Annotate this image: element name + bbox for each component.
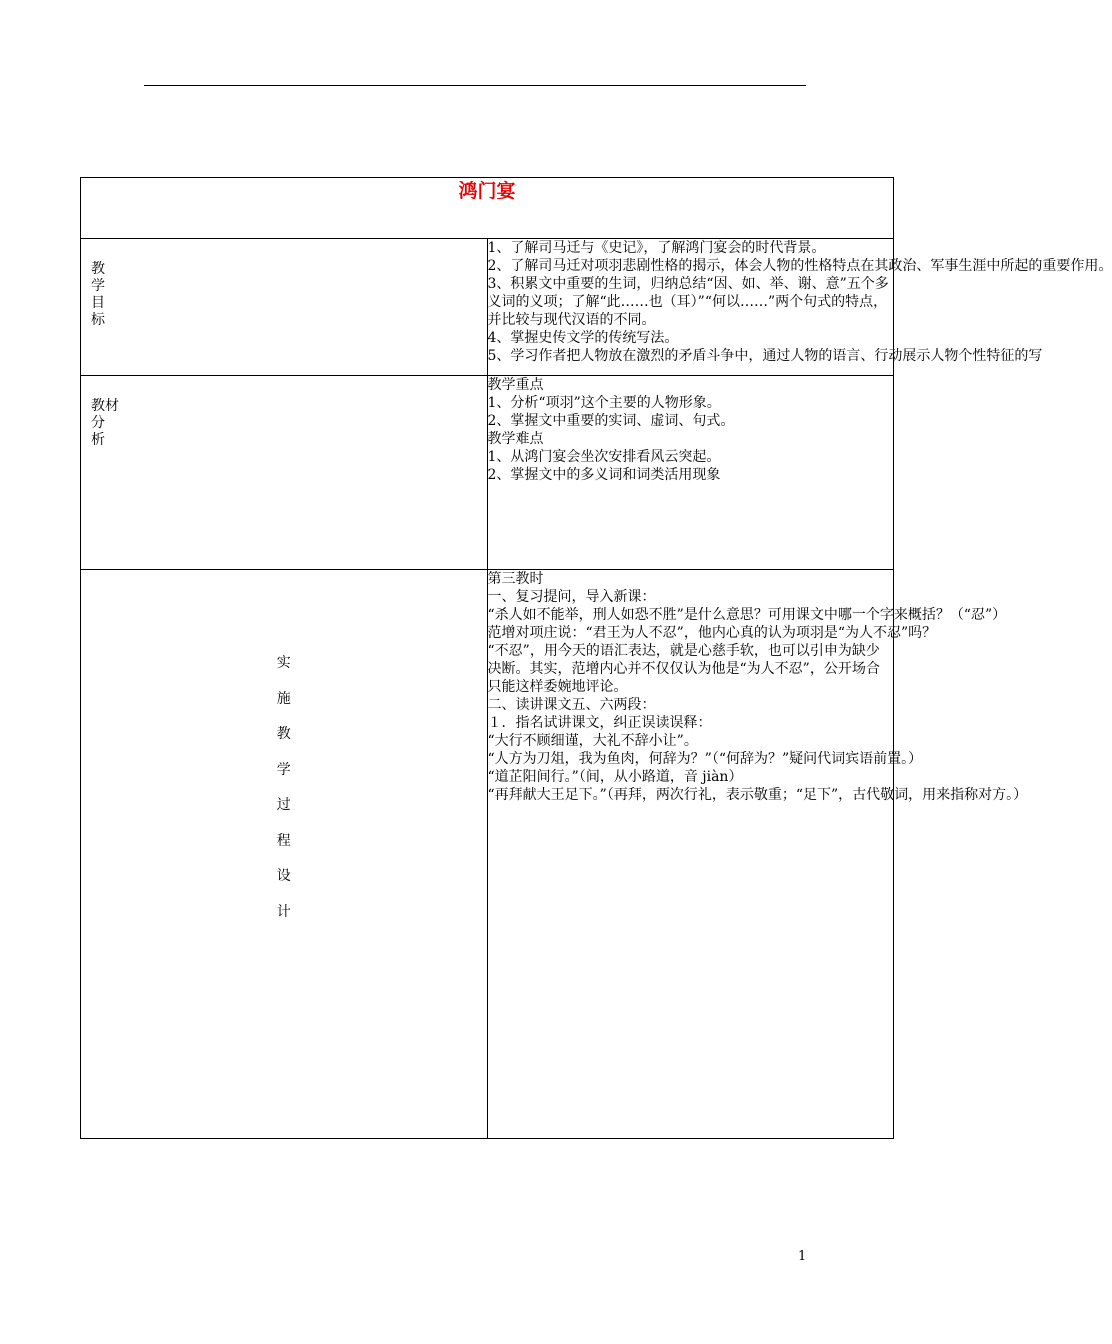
analysis-line: 教学重点 xyxy=(487,377,544,393)
process-line: “杀人如不能举，刑人如恐不胜”是什么意思？可用课文中哪一个字来概括？（“忍”） xyxy=(487,607,1007,623)
page-number: 1 xyxy=(798,1249,807,1264)
label-char: 计 xyxy=(276,903,291,920)
goal-line: 3、积累文中重要的生词，归纳总结“因、如、举、谢、意”五个多义词的义项；了解“此……也（耳）”“何以……”两个句式的特点，并比较与现代汉语的不同。 xyxy=(487,276,889,328)
label-char: 施 xyxy=(276,690,291,707)
process-line: 第三教时 xyxy=(487,571,544,587)
label-char: 析 xyxy=(91,432,105,448)
label-char: 学 xyxy=(91,278,105,294)
process-line: “大行不顾细谨，大礼不辞小让”。 xyxy=(487,733,698,749)
label-char: 标 xyxy=(91,312,105,328)
header-rule xyxy=(144,85,806,86)
label-char: 目 xyxy=(91,295,105,311)
process-line: “不忍”，用今天的语汇表达，就是心慈手软，也可以引申为缺少决断。其实，范增内心并不仅仅认为他是“为人不忍”，公开场合只能这样委婉地评论。 xyxy=(487,643,880,695)
process-line: “道芷阳间行。”（间，从小路道，音 jiàn） xyxy=(487,769,743,785)
label-char: 教 xyxy=(276,726,291,742)
process-line: 二、读讲课文五、六两段： xyxy=(487,697,656,713)
section-label-process xyxy=(81,570,488,1139)
document-title: 鸿门宴 xyxy=(458,180,516,202)
label-char: 教 xyxy=(91,261,105,277)
label-char: 分 xyxy=(91,415,105,431)
analysis-line: 1、分析“项羽”这个主要的人物形象。 xyxy=(487,395,721,411)
lesson-plan-table xyxy=(80,177,1112,1139)
analysis-line: 教学难点 xyxy=(487,431,544,447)
label-char: 学 xyxy=(276,761,291,778)
label-char: 过 xyxy=(276,797,291,813)
label-char: 教材 xyxy=(91,398,119,414)
goal-line: 5、学习作者把人物放在激烈的矛盾斗争中，通过人物的语言、行动展示人物个性特征的写 xyxy=(487,348,1043,364)
goal-line: 1、了解司马迁与《史记》，了解鸿门宴会的时代背景。 xyxy=(487,240,826,256)
analysis-line: 1、从鸿门宴会坐次安排看风云突起。 xyxy=(487,449,721,465)
process-line: 范增对项庄说：“君王为人不忍”，他内心真的认为项羽是“为人不忍”吗？ xyxy=(487,625,937,641)
process-line: １．指名试讲课文，纠正误读误释： xyxy=(487,715,712,731)
goal-line: 4、掌握史传文学的传统写法。 xyxy=(487,330,679,346)
label-char: 实 xyxy=(276,655,291,671)
section-content-analysis xyxy=(487,376,894,570)
analysis-line: 2、掌握文中的多义词和词类活用现象 xyxy=(487,467,721,483)
label-char: 设 xyxy=(276,868,291,884)
section-label-analysis xyxy=(81,376,488,570)
goal-line: 2、了解司马迁对项羽悲剧性格的揭示，体会人物的性格特点在其政治、军事生涯中所起的重要作用。 xyxy=(487,258,1112,274)
title-cell xyxy=(81,178,894,239)
section-content-goals xyxy=(487,239,1112,376)
section-label-goals xyxy=(81,239,488,376)
section-content-process xyxy=(487,570,1028,1139)
label-char: 程 xyxy=(276,832,291,849)
process-line: “人方为刀俎，我为鱼肉，何辞为？”（“何辞为？”疑问代词宾语前置。） xyxy=(487,751,923,767)
process-line: “再拜献大王足下。”（再拜，两次行礼，表示敬重；“足下”，古代敬词，用来指称对方。） xyxy=(487,787,1028,803)
process-line: 一、复习提问，导入新课： xyxy=(487,589,656,605)
analysis-line: 2、掌握文中重要的实词、虚词、句式。 xyxy=(487,413,735,429)
